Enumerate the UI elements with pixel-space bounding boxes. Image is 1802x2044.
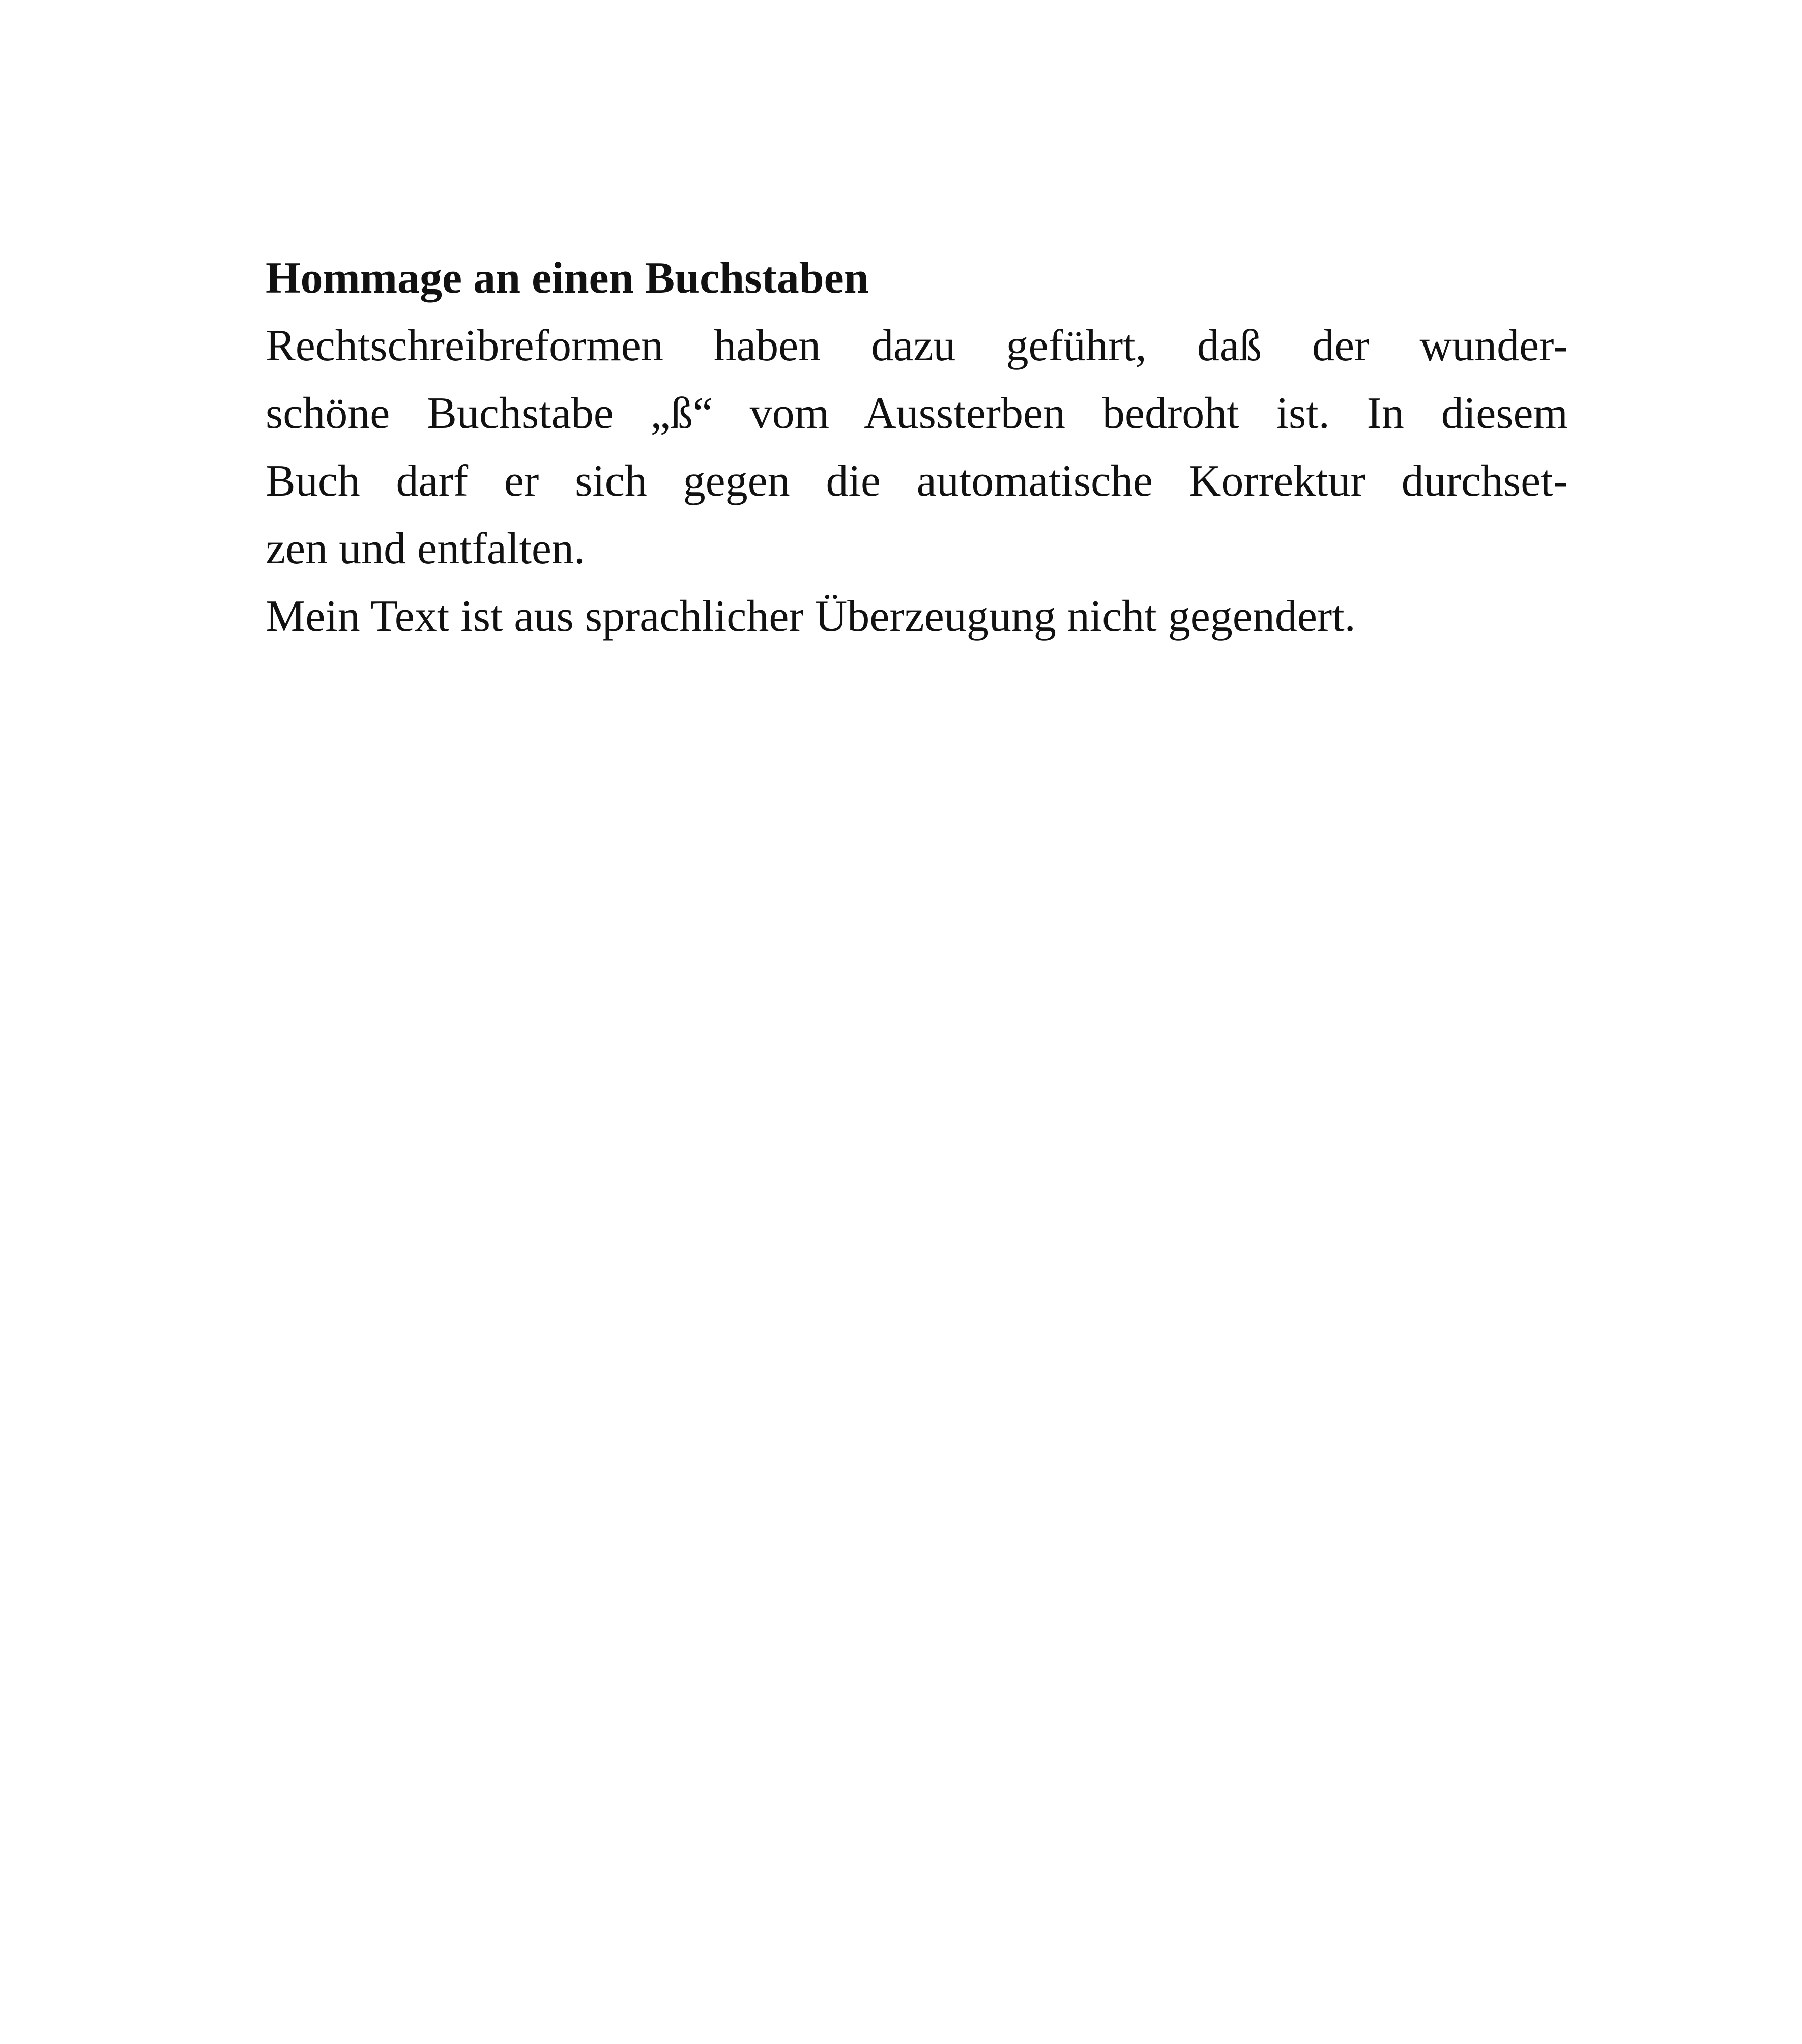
- paragraph-line: Buch darf er sich gegen die automatische Korrektur durchset-: [266, 456, 1568, 506]
- paragraph-line: Rechtschreibreformen haben dazu geführt, daß der wunder-: [266, 321, 1568, 370]
- paragraph-line: Mein Text ist aus sprachlicher Überzeugung nicht gegendert.: [266, 592, 1356, 641]
- paragraph-gender-note: [266, 583, 1568, 650]
- paragraph-line: schöne Buchstabe „ß“ vom Aussterben bedroht ist. In diesem: [266, 389, 1568, 438]
- text-block: [266, 244, 1568, 650]
- paragraph-line: zen und entfalten.: [266, 524, 585, 573]
- paragraph-reform: [266, 312, 1568, 583]
- section-heading: Hommage an einen Buchstaben: [266, 253, 869, 303]
